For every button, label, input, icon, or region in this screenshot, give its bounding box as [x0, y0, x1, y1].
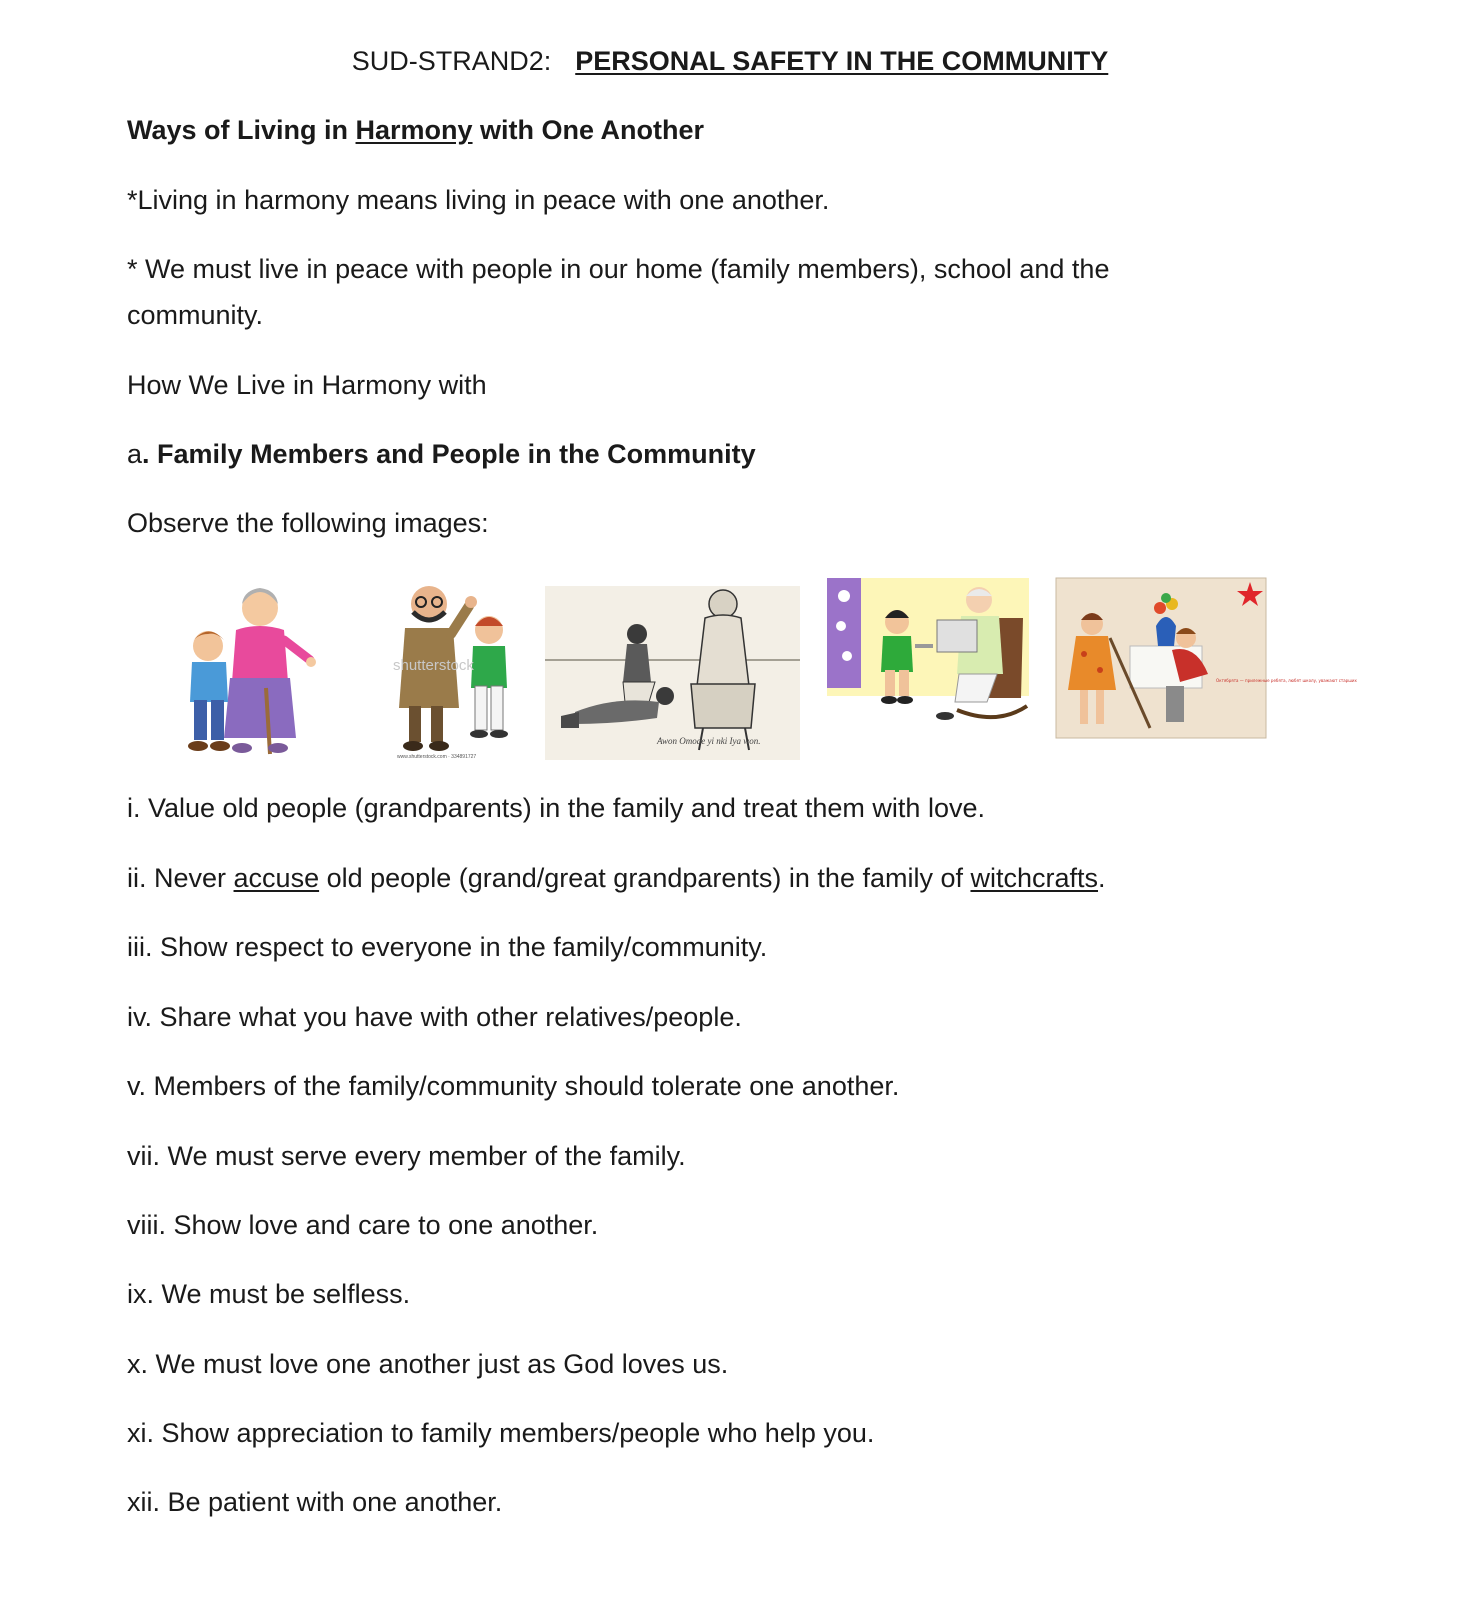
children-kneeling-sketch-icon: [545, 578, 800, 760]
list-item-x: x. We must love one another just as God loves us.: [127, 1349, 729, 1379]
list-item-iv: iv. Share what you have with other relatives/people.: [127, 1002, 742, 1032]
grandmother-and-child-icon: [172, 578, 312, 758]
subsection-heading: a. Family Members and People in the Community: [127, 439, 756, 469]
list-item-ii: ii. Never accuse old people (grand/great grandparents) in the family of witchcrafts.: [127, 863, 1106, 893]
list-item-xii: xii. Be patient with one another.: [127, 1487, 503, 1517]
svg-text:Awon Omode yi nki Iya won.: Awon Omode yi nki Iya won.: [657, 736, 761, 746]
list-item-v: v. Members of the family/community should tolerate one another.: [127, 1071, 900, 1101]
list-item-i: i. Value old people (grandparents) in the family and treat them with love.: [127, 793, 985, 823]
svg-text:www.shutterstock.com · 3348917: www.shutterstock.com · 334891727: [397, 754, 477, 760]
list-item-iii: iii. Show respect to everyone in the family/community.: [127, 932, 768, 962]
svg-text:Октябрята — прилежные ребята,: Октябрята — прилежные ребята, любят школу, уважают старших: [1216, 678, 1357, 683]
list-item-viii: viii. Show love and care to one another.: [127, 1210, 599, 1240]
harmony-word: Harmony: [355, 115, 473, 145]
accuse-word: accuse: [233, 863, 320, 893]
list-item-xi: xi. Show appreciation to family members/people who help you.: [127, 1418, 875, 1448]
grandfather-and-boy-icon: [385, 578, 515, 760]
harmony-definition: *Living in harmony means living in peace with one another.: [127, 185, 830, 215]
strand-prefix: SUD-STRAND2:: [351, 46, 552, 76]
peace-statement-line1: * We must live in peace with people in our home (family members), school and the: [127, 254, 1110, 284]
observe-instruction: Observe the following images:: [127, 508, 489, 538]
how-we-live-heading: How We Live in Harmony with: [127, 370, 487, 400]
witchcrafts-word: witchcrafts: [970, 863, 1099, 893]
list-item-vii: vii. We must serve every member of the family.: [127, 1141, 686, 1171]
svg-text:shutterstock: shutterstock: [393, 657, 474, 674]
section-heading: Ways of Living in Harmony with One Another: [127, 115, 705, 145]
strand-title: PERSONAL SAFETY IN THE COMMUNITY: [575, 46, 1109, 76]
boy-serving-grandfather-icon: [827, 578, 1029, 726]
illustration-row: [160, 578, 1357, 768]
page-title: [0, 44, 1460, 78]
children-cleaning-poster-icon: [1056, 578, 1357, 738]
list-item-ix: ix. We must be selfless.: [127, 1279, 411, 1309]
peace-statement-line2: community.: [127, 300, 264, 330]
